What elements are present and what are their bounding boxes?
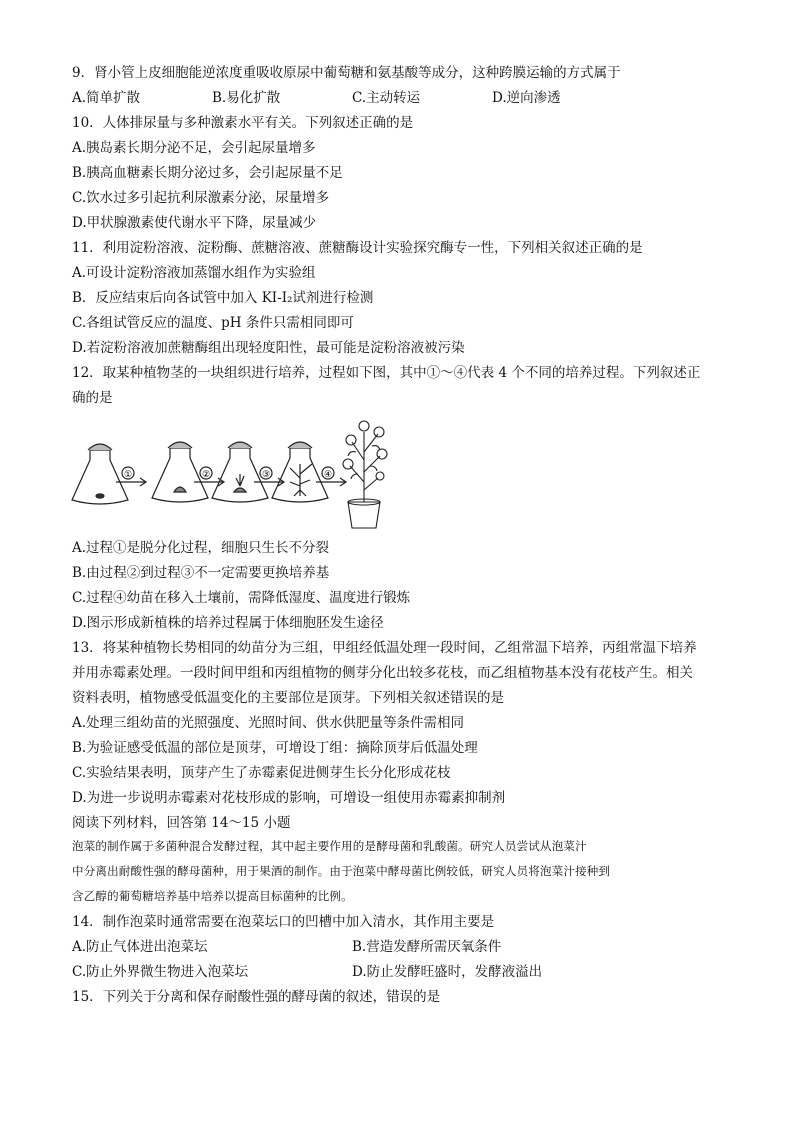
q9-option-d: D.逆向渗透: [492, 90, 561, 106]
reading-intro: 阅读下列材料，回答第 14～15 小题: [72, 815, 291, 831]
passage-line-2: 中分离出耐酸性强的酵母菌种，用于果酒的制作。由于泡菜中酵母菌比例较低，研究人员将泡菜汁接种到: [72, 864, 611, 878]
q13-option-d: D.为进一步说明赤霉素对花枝形成的影响，可增设一组使用赤霉素抑制剂: [72, 790, 506, 806]
q13-stem-line2: 并用赤霉素处理。一段时间甲组和丙组植物的侧芽分化出较多花枝，而乙组植物基本没有花枝产生。相关: [72, 665, 693, 681]
q9-option-b: B.易化扩散: [212, 90, 281, 106]
q13-option-a: A.处理三组幼苗的光照强度、光照时间、供水供肥量等条件需相同: [72, 715, 465, 731]
q9-option-a: A.简单扩散: [72, 90, 141, 106]
q11-option-b: B．反应结束后向各试管中加入 KI-I₂试剂进行检测: [72, 290, 374, 306]
culture-flask-4: [272, 442, 328, 502]
step-label-2: ②: [201, 470, 211, 480]
q13-stem-line3: 资料表明，植物感受低温变化的主要部位是顶芽。下列相关叙述错误的是: [72, 690, 504, 706]
q12-stem-line2: 确的是: [72, 390, 113, 406]
step-label-4: ④: [323, 470, 333, 480]
q10-stem: 10．人体排尿量与多种激素水平有关。下列叙述正确的是: [72, 115, 414, 131]
q14-option-d: D.防止发酵旺盛时，发酵液溢出: [352, 964, 543, 980]
q11-option-c: C.各组试管反应的温度、pH 条件只需相同即可: [72, 315, 354, 331]
tissue-culture-figure: [68, 412, 398, 532]
q12-option-c: C.过程④幼苗在移入土壤前，需降低湿度、温度进行锻炼: [72, 590, 411, 606]
q14-option-c: C.防止外界微生物进入泡菜坛: [72, 964, 249, 980]
q9-stem: 9．肾小管上皮细胞能逆浓度重吸收原尿中葡萄糖和氨基酸等成分，这种跨膜运输的方式属于: [72, 65, 621, 81]
step-label-1: ①: [123, 470, 133, 480]
q14-option-a: A.防止气体进出泡菜坛: [72, 939, 208, 955]
q14-option-b: B.营造发酵所需厌氧条件: [352, 939, 502, 955]
q13-stem-line1: 13．将某种植物长势相同的幼苗分为三组，甲组经低温处理一段时间，乙组常温下培养，丙组常温下培养: [72, 640, 697, 656]
q15-stem: 15．下列关于分离和保存耐酸性强的酵母菌的叙述，错误的是: [72, 989, 441, 1005]
passage-line-1: 泡菜的制作属于多菌种混合发酵过程，其中起主要作用的是酵母菌和乳酸菌。研究人员尝试从泡菜汁: [72, 839, 587, 853]
step-label-3: ③: [261, 470, 271, 480]
q11-stem: 11．利用淀粉溶液、淀粉酶、蔗糖溶液、蔗糖酶设计实验探究酶专一性，下列相关叙述正确的是: [72, 240, 643, 256]
q11-option-a: A.可设计淀粉溶液加蒸馏水组作为实验组: [72, 265, 316, 281]
q10-option-c: C.饮水过多引起抗利尿激素分泌，尿量增多: [72, 190, 330, 206]
q10-option-a: A.胰岛素长期分泌不足，会引起尿量增多: [72, 140, 316, 156]
q13-option-b: B.为验证感受低温的部位是顶芽，可增设丁组：摘除顶芽后低温处理: [72, 740, 478, 756]
reading-passage: [72, 834, 724, 909]
q12-stem-line1: 12．取某种植物茎的一块组织进行培养，过程如下图，其中①～④代表 4 个不同的培养过程。下列叙述正: [72, 365, 701, 381]
q12-option-b: B.由过程②到过程③不一定需要更换培养基: [72, 565, 330, 581]
q9-option-c: C.主动转运: [352, 90, 421, 106]
q12-option-a: A.过程①是脱分化过程，细胞只生长不分裂: [72, 540, 330, 556]
culture-flask-1: [72, 444, 128, 504]
q14-stem: 14．制作泡菜时通常需要在泡菜坛口的凹槽中加入清水，其作用主要是: [72, 914, 495, 930]
q12-option-d: D.图示形成新植株的培养过程属于体细胞胚发生途径: [72, 615, 384, 631]
q11-option-d: D.若淀粉溶液加蔗糖酶组出现轻度阳性，最可能是淀粉溶液被污染: [72, 340, 465, 356]
potted-plant: [343, 421, 387, 528]
q13-option-c: C.实验结果表明，顶芽产生了赤霉素促进侧芽生长分化形成花枝: [72, 765, 451, 781]
q10-option-b: B.胰高血糖素长期分泌过多，会引起尿量不足: [72, 165, 343, 181]
q10-option-d: D.甲状腺激素使代谢水平下降，尿量减少: [72, 215, 317, 231]
passage-line-3: 含乙醇的葡萄糖培养基中培养以提高目标菌种的比例。: [72, 889, 353, 903]
